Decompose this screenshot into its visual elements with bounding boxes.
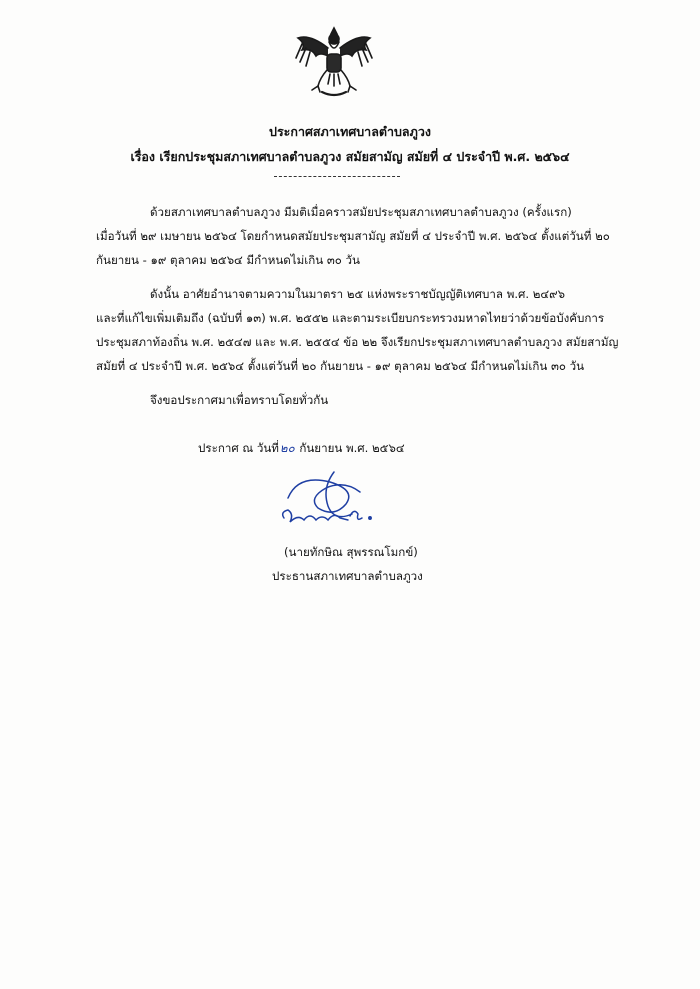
closing-line: จึงขอประกาศมาเพื่อทราบโดยทั่วกัน: [150, 393, 329, 407]
dateline-suffix: กันยายน พ.ศ. ๒๕๖๔: [299, 441, 405, 455]
signer-position: ประธานสภาเทศบาลตำบลภูวง: [272, 569, 423, 583]
paragraph2-line: และที่แก้ไขเพิ่มเติมถึง (ฉบับที่ ๑๓) พ.ศ. ๒๕๕๒ และตามระเบียบกระทรวงมหาดไทยว่าด้วยข้อบังคับการ: [96, 311, 605, 325]
dateline-prefix: ประกาศ ณ วันที่: [198, 441, 279, 455]
paragraph2-line: ดังนั้น อาศัยอำนาจตามความในมาตรา ๒๕ แห่งพระราชบัญญัติเทศบาล พ.ศ. ๒๔๙๖: [150, 287, 566, 301]
handwritten-day: ๒๐: [279, 441, 295, 455]
document-subject: เรื่อง เรียกประชุมสภาเทศบาลตำบลภูวง สมัยสามัญ สมัยที่ ๔ ประจำปี พ.ศ. ๒๕๖๔: [130, 149, 570, 164]
paragraph1-line: เมื่อวันที่ ๒๙ เมษายน ๒๕๖๔ โดยกำหนดสมัยประชุมสามัญ สมัยที่ ๔ ประจำปี พ.ศ. ๒๕๖๔ ตั้งแต่วันที่ ๒๐: [96, 229, 610, 243]
paragraph1-line: กันยายน - ๑๙ ตุลาคม ๒๕๖๔ มีกำหนดไม่เกิน ๓๐ วัน: [96, 253, 360, 267]
title-divider: [274, 176, 400, 177]
paragraph2-line: สมัยที่ ๔ ประจำปี พ.ศ. ๒๕๖๔ ตั้งแต่วันที่ ๒๐ กันยายน - ๑๙ ตุลาคม ๒๕๖๔ มีกำหนดไม่เกิน ๓๐ วัน: [96, 359, 585, 373]
paragraph2-line: ประชุมสภาท้องถิ่น พ.ศ. ๒๕๔๗ และ พ.ศ. ๒๕๕๔ ข้อ ๒๒ จึงเรียกประชุมสภาเทศบาลตำบลภูวง สมัยสามัญ: [96, 335, 619, 349]
announcement-dateline: [198, 440, 405, 458]
garuda-emblem-icon: [292, 24, 376, 100]
handwritten-signature: [264, 468, 394, 538]
paragraph1-line: ด้วยสภาเทศบาลตำบลภูวง มีมติเมื่อคราวสมัยประชุมสภาเทศบาลตำบลภูวง (ครั้งแรก): [150, 205, 572, 219]
signer-name: (นายทักษิณ สุพรรณโมกข์): [284, 545, 418, 559]
document-title: ประกาศสภาเทศบาลตำบลภูวง: [269, 124, 431, 139]
